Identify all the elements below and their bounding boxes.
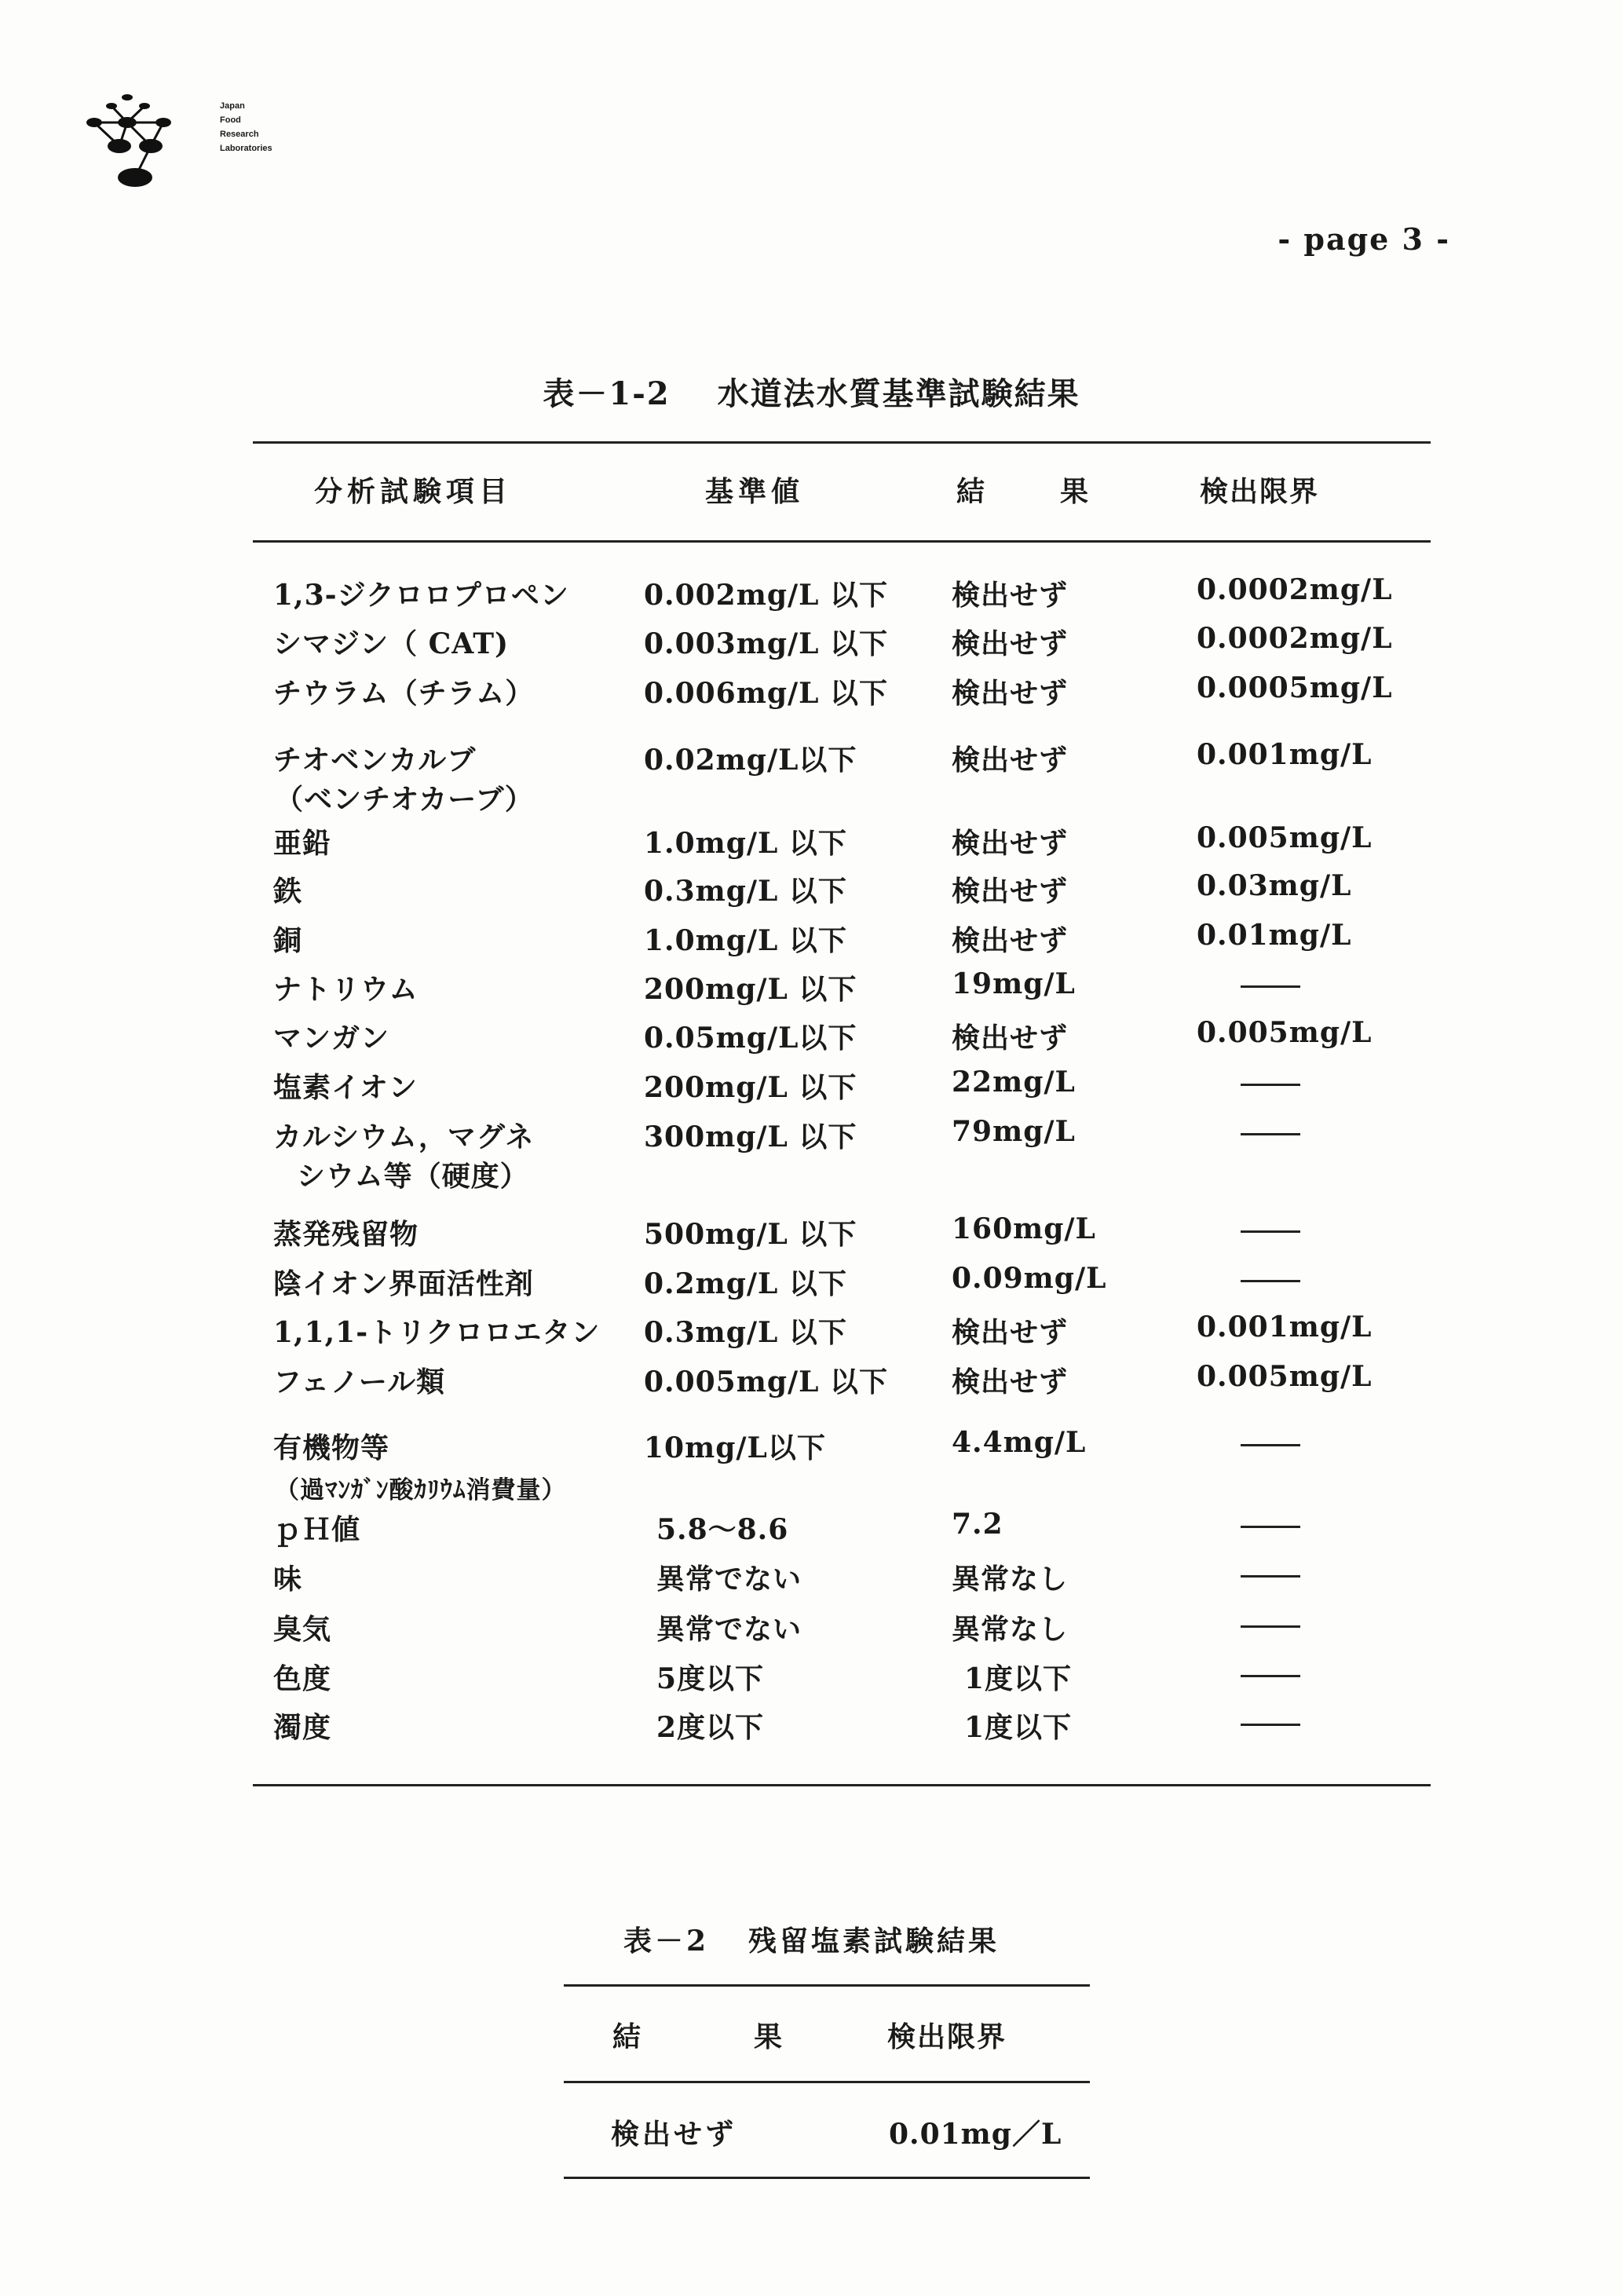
cell-limit-text: 0.001mg/L xyxy=(1197,1311,1373,1344)
cell-result xyxy=(952,573,1068,613)
cell-standard-text: 10mg/L以下 xyxy=(644,1431,826,1464)
cell-limit xyxy=(1241,1706,1300,1738)
cell-standard-text: 異常でない xyxy=(656,1563,802,1596)
table1-bottom-rule xyxy=(253,1784,1431,1786)
table2-bottom-rule xyxy=(564,2177,1090,2179)
cell-limit-text: 0.03mg/L xyxy=(1197,869,1352,902)
table1-label: 表－1-2 xyxy=(543,375,671,412)
cell-standard-text: 5.8～8.6 xyxy=(656,1513,789,1546)
empty-dash xyxy=(1241,1280,1300,1282)
cell-result-text: 検出せず xyxy=(952,1366,1069,1398)
empty-dash xyxy=(1241,1133,1300,1135)
cell-standard xyxy=(644,869,847,909)
cell-result-text: 検出せず xyxy=(952,924,1069,957)
cell-result xyxy=(952,1212,1096,1245)
cell-limit xyxy=(1241,1426,1300,1459)
cell-standard xyxy=(656,1706,764,1746)
cell-result xyxy=(952,1508,1003,1541)
cell-standard xyxy=(644,573,888,613)
cell-item-text: 1,3-ジクロロプロペン xyxy=(273,579,569,612)
network-logo-icon xyxy=(79,86,220,196)
cell-limit xyxy=(1197,821,1372,854)
cell-standard xyxy=(644,967,857,1007)
empty-dash xyxy=(1241,1675,1300,1677)
cell-result-text: 検出せず xyxy=(952,875,1069,908)
cell-standard-text: 1.0mg/L 以下 xyxy=(644,924,847,957)
cell-limit xyxy=(1197,1016,1372,1049)
cell-item xyxy=(273,1657,331,1697)
cell-item xyxy=(273,671,534,711)
cell-standard xyxy=(644,1262,847,1302)
cell-result xyxy=(952,1262,1106,1295)
cell-result-text: 19mg/L xyxy=(952,967,1076,1000)
cell-standard xyxy=(644,671,888,711)
cell-result-text: 検出せず xyxy=(952,1022,1069,1055)
cell-result-text: 検出せず xyxy=(952,744,1069,777)
empty-dash xyxy=(1241,1444,1300,1446)
company-logo xyxy=(79,86,314,196)
cell-item xyxy=(273,1066,418,1106)
empty-dash xyxy=(1241,1575,1300,1578)
cell-limit-text: 0.005mg/L xyxy=(1197,821,1373,854)
logo-line: Research xyxy=(220,130,259,139)
cell-standard xyxy=(644,622,888,662)
cell-limit xyxy=(1197,738,1372,771)
table2-limit: 0.01mg／L xyxy=(889,2118,1062,2151)
cell-standard-text: 異常でない xyxy=(656,1613,802,1646)
cell-standard xyxy=(644,1066,857,1106)
cell-item-text: 亜鉛 xyxy=(273,827,332,860)
cell-limit xyxy=(1197,919,1351,952)
cell-standard xyxy=(644,1311,847,1351)
table2-header-result: 結 果 xyxy=(612,2020,802,2053)
cell-item xyxy=(273,1212,419,1252)
table1-header-item: 分析試験項目 xyxy=(314,475,513,508)
cell-item-text: 1,1,1-トリクロロエタン xyxy=(273,1316,601,1349)
cell-standard-text: 0.003mg/L 以下 xyxy=(644,627,888,660)
cell-item-continued: シウム等（硬度） xyxy=(297,1160,529,1193)
cell-standard xyxy=(644,919,847,959)
cell-result xyxy=(952,1066,1076,1099)
cell-standard xyxy=(656,1607,802,1647)
cell-result-text: 検出せず xyxy=(952,827,1069,860)
empty-dash xyxy=(1241,1230,1300,1233)
cell-result xyxy=(952,1426,1086,1459)
cell-item-text: 味 xyxy=(273,1563,303,1596)
cell-standard-text: 500mg/L 以下 xyxy=(644,1218,857,1251)
logo-line: Food xyxy=(220,115,241,125)
cell-item-text: チウラム（チラム） xyxy=(273,677,535,710)
table2-title-text: 残留塩素試験結果 xyxy=(748,1925,1000,1958)
cell-item-text: 濁度 xyxy=(273,1711,332,1744)
table2-title xyxy=(0,1919,1623,1959)
cell-item-text: ｐＨ値 xyxy=(273,1513,361,1546)
cell-limit xyxy=(1241,967,1300,1000)
cell-limit xyxy=(1241,1607,1300,1640)
table2-header-limit: 検出限界 xyxy=(887,2020,1007,2053)
cell-limit-text: 0.005mg/L xyxy=(1197,1016,1373,1049)
cell-item xyxy=(273,1115,534,1155)
cell-item xyxy=(273,1706,331,1746)
cell-standard-text: 0.006mg/L 以下 xyxy=(644,677,888,710)
table1-top-rule xyxy=(253,441,1431,444)
cell-item xyxy=(273,821,331,861)
cell-item xyxy=(273,1508,360,1548)
table1-header-rule xyxy=(253,540,1431,543)
cell-standard-text: 0.3mg/L 以下 xyxy=(644,875,847,908)
cell-limit-text: 0.001mg/L xyxy=(1197,738,1373,771)
cell-item xyxy=(273,869,302,909)
cell-standard-text: 0.002mg/L 以下 xyxy=(644,579,888,612)
cell-limit xyxy=(1197,573,1393,606)
cell-standard-text: 2度以下 xyxy=(656,1711,765,1744)
cell-result xyxy=(964,1706,1072,1746)
cell-limit-text: 0.0005mg/L xyxy=(1197,671,1393,704)
cell-result xyxy=(952,869,1068,909)
cell-limit xyxy=(1197,869,1351,902)
cell-item xyxy=(273,1262,534,1302)
cell-limit xyxy=(1197,1311,1372,1344)
cell-result xyxy=(964,1657,1072,1697)
empty-dash xyxy=(1241,985,1300,988)
cell-result-text: 4.4mg/L xyxy=(952,1426,1087,1459)
cell-limit xyxy=(1241,1657,1300,1690)
cell-item xyxy=(273,1607,331,1647)
cell-standard-text: 200mg/L 以下 xyxy=(644,1071,857,1104)
table2-top-rule xyxy=(564,1984,1090,1987)
cell-item-text: 色度 xyxy=(273,1662,332,1695)
empty-dash xyxy=(1241,1625,1300,1628)
table1-title xyxy=(0,369,1623,414)
cell-standard xyxy=(644,1115,857,1155)
cell-limit xyxy=(1241,1508,1300,1541)
cell-item-continued: （ベンチオカーブ） xyxy=(275,783,534,816)
cell-item-text: 臭気 xyxy=(273,1613,332,1646)
cell-standard-text: 0.3mg/L 以下 xyxy=(644,1316,847,1349)
cell-limit xyxy=(1241,1066,1300,1099)
cell-item xyxy=(273,1557,302,1597)
cell-item xyxy=(273,1426,389,1466)
cell-standard xyxy=(644,1212,857,1252)
cell-result-text: 検出せず xyxy=(952,677,1069,710)
cell-standard-text: 1.0mg/L 以下 xyxy=(644,827,847,860)
cell-standard xyxy=(656,1657,764,1697)
empty-dash xyxy=(1241,1084,1300,1086)
cell-result-text: 1度以下 xyxy=(964,1711,1073,1744)
cell-item xyxy=(273,1016,389,1056)
table1-title-text: 水道法水質基準試験結果 xyxy=(717,375,1080,412)
cell-limit-text: 0.0002mg/L xyxy=(1197,622,1393,655)
cell-limit-text: 0.005mg/L xyxy=(1197,1360,1373,1393)
cell-limit-text: 0.0002mg/L xyxy=(1197,573,1393,606)
cell-limit xyxy=(1241,1262,1300,1295)
cell-result xyxy=(952,1360,1068,1400)
cell-item-text: チオベンカルブ xyxy=(273,744,477,777)
table2-result: 検出せず xyxy=(611,2118,737,2151)
cell-limit xyxy=(1197,622,1393,655)
page-number: - page 3 - xyxy=(1278,221,1450,257)
cell-standard-text: 0.05mg/L以下 xyxy=(644,1022,857,1055)
cell-result-text: 0.09mg/L xyxy=(952,1262,1107,1295)
cell-result-text: 79mg/L xyxy=(952,1115,1076,1148)
cell-item xyxy=(273,1360,445,1400)
cell-result-text: 検出せず xyxy=(952,579,1069,612)
cell-result xyxy=(952,1115,1076,1148)
cell-item xyxy=(273,967,419,1007)
cell-item xyxy=(273,919,302,959)
cell-result-text: 異常なし xyxy=(952,1563,1069,1596)
cell-standard xyxy=(644,1360,888,1400)
cell-standard-text: 0.02mg/L以下 xyxy=(644,744,857,777)
cell-item-text: 鉄 xyxy=(273,875,303,908)
cell-item-text: 銅 xyxy=(273,924,303,957)
cell-item-continued: （過ﾏﾝｶﾞﾝ酸ｶﾘｳﾑ消費量） xyxy=(275,1476,567,1504)
cell-item-text: 陰イオン界面活性剤 xyxy=(273,1267,534,1300)
cell-result xyxy=(952,738,1068,778)
cell-limit-text: 0.01mg/L xyxy=(1197,919,1352,952)
table1-header-limit: 検出限界 xyxy=(1200,475,1320,508)
table1-header-result: 結 果 xyxy=(956,475,1113,508)
cell-result xyxy=(952,1311,1068,1351)
cell-result xyxy=(952,821,1068,861)
cell-item-text: カルシウム，マグネ xyxy=(273,1121,535,1153)
cell-item-text: シマジン（ CAT) xyxy=(273,627,510,660)
cell-result xyxy=(952,671,1068,711)
cell-item-text: 有機物等 xyxy=(273,1431,390,1464)
cell-limit xyxy=(1197,1360,1372,1393)
cell-result-text: 7.2 xyxy=(952,1508,1003,1541)
cell-standard xyxy=(656,1508,788,1548)
cell-result xyxy=(952,1557,1068,1597)
cell-result-text: 1度以下 xyxy=(964,1662,1073,1695)
cell-result-text: 異常なし xyxy=(952,1613,1069,1646)
cell-limit xyxy=(1241,1212,1300,1245)
cell-limit xyxy=(1241,1557,1300,1590)
cell-result xyxy=(952,919,1068,959)
cell-standard xyxy=(656,1557,802,1597)
cell-item xyxy=(273,738,476,778)
cell-item-text: ナトリウム xyxy=(273,973,419,1006)
cell-standard xyxy=(644,738,857,778)
empty-dash xyxy=(1241,1724,1300,1726)
cell-standard-text: 300mg/L 以下 xyxy=(644,1121,857,1153)
cell-standard xyxy=(644,821,847,861)
cell-result-text: 160mg/L xyxy=(952,1212,1096,1245)
cell-result xyxy=(952,967,1076,1000)
cell-result xyxy=(952,1607,1068,1647)
cell-item xyxy=(273,1311,600,1351)
cell-item xyxy=(273,573,569,613)
table1-header-standard: 基準値 xyxy=(705,475,805,508)
cell-result-text: 検出せず xyxy=(952,1316,1069,1349)
table2-header-rule xyxy=(564,2081,1090,2083)
cell-limit xyxy=(1197,671,1393,704)
cell-standard-text: 0.005mg/L 以下 xyxy=(644,1366,888,1398)
cell-item-text: マンガン xyxy=(273,1022,390,1055)
cell-result-text: 22mg/L xyxy=(952,1066,1076,1099)
cell-result-text: 検出せず xyxy=(952,627,1069,660)
cell-standard xyxy=(644,1016,857,1056)
cell-limit xyxy=(1241,1115,1300,1148)
cell-standard-text: 0.2mg/L 以下 xyxy=(644,1267,847,1300)
cell-standard xyxy=(644,1426,826,1466)
cell-result xyxy=(952,1016,1068,1056)
cell-item-text: 蒸発残留物 xyxy=(273,1218,419,1251)
empty-dash xyxy=(1241,1526,1300,1528)
cell-item-text: 塩素イオン xyxy=(273,1071,418,1104)
cell-standard-text: 200mg/L 以下 xyxy=(644,973,857,1006)
cell-item-text: フェノール類 xyxy=(273,1366,446,1398)
table2-label: 表－2 xyxy=(623,1925,710,1958)
cell-standard-text: 5度以下 xyxy=(656,1662,765,1695)
cell-result xyxy=(952,622,1068,662)
logo-line: Japan xyxy=(220,101,245,111)
cell-item xyxy=(273,622,509,662)
logo-line: Laboratories xyxy=(220,144,272,153)
